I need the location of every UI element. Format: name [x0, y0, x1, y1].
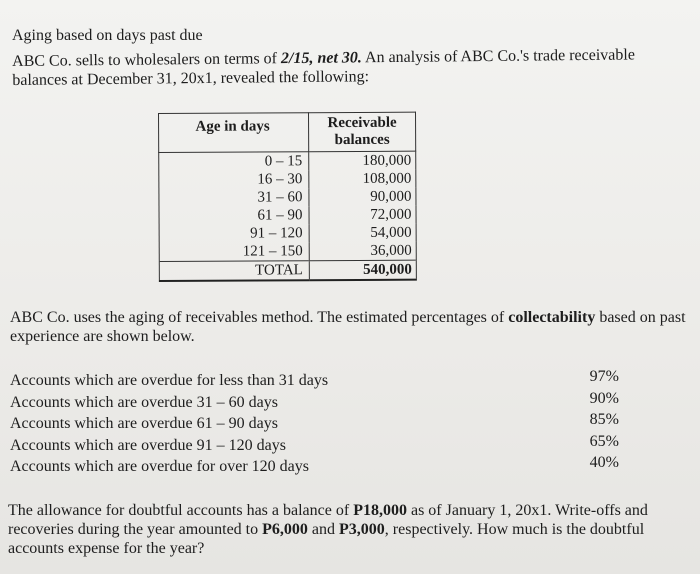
- age-cell: 121 – 150: [159, 242, 309, 261]
- overdue-category: Accounts which are overdue 61 – 90 days: [10, 415, 278, 432]
- overdue-category: Accounts which are overdue 31 – 60 days: [10, 393, 278, 411]
- opening-allowance-amount: P18,000: [353, 502, 407, 519]
- method-text-2: based on past experience are shown below.: [10, 309, 686, 345]
- overdue-category: Accounts which are overdue for less than 31 days: [10, 372, 329, 389]
- list-item: [10, 389, 650, 416]
- intro-text-2: An analysis of ABC Co.'s trade receivable balances at December 31, 20x1, revealed the following:: [12, 46, 635, 89]
- collectability-percent: 85%: [589, 411, 619, 428]
- method-text-1: ABC Co. uses the aging of receivables method. The estimated percentages of: [10, 309, 509, 326]
- table-total-row: [159, 260, 416, 281]
- collectability-percent: 40%: [589, 454, 619, 471]
- balance-cell: 180,000: [309, 151, 416, 170]
- collectability-percent: 90%: [589, 389, 619, 407]
- table-row: [159, 224, 416, 243]
- list-item: [10, 432, 650, 459]
- question-paragraph: [8, 501, 688, 558]
- age-cell: 16 – 30: [159, 170, 309, 189]
- write-offs-amount: P6,000: [262, 521, 308, 538]
- balance-cell: 54,000: [309, 224, 416, 243]
- question-text-2: as of January 1, 20x1. Write-offs and recoveries during the year amounted to: [8, 502, 648, 538]
- header-receivable-balances: Receivable balances: [309, 112, 416, 152]
- age-cell: 31 – 60: [159, 188, 309, 207]
- total-label: TOTAL: [159, 261, 309, 281]
- method-paragraph: [10, 308, 690, 346]
- table-row: [159, 188, 416, 207]
- balance-cell: 90,000: [309, 188, 416, 207]
- overdue-category: Accounts which are overdue for over 120 days: [10, 458, 310, 475]
- list-item: [10, 368, 650, 394]
- intro-paragraph: [12, 45, 672, 90]
- question-text-1: The allowance for doubtful accounts has a balance of: [8, 502, 354, 519]
- age-cell: 91 – 120: [159, 224, 309, 243]
- question-text-4: , respectively. How much is the doubtful accounts expense for the year?: [8, 521, 645, 557]
- balance-cell: 108,000: [309, 170, 416, 189]
- intro-text-1: ABC Co. sells to wholesalers on terms of: [12, 50, 282, 70]
- credit-terms: 2/15, net 30.: [280, 49, 362, 68]
- table-header-row: [159, 112, 416, 152]
- age-cell: 61 – 90: [159, 206, 309, 225]
- collectability-term: collectability: [508, 309, 596, 326]
- header-age-in-days: Age in days: [159, 113, 309, 153]
- age-cell: 0 – 15: [159, 152, 309, 171]
- recoveries-amount: P3,000: [339, 521, 385, 538]
- table-row: [159, 242, 416, 262]
- section-title: Aging based on days past due: [12, 27, 203, 44]
- table-row: [159, 206, 416, 225]
- list-item: [10, 411, 650, 437]
- question-text-3: and: [307, 521, 340, 538]
- collectability-list: [10, 368, 650, 480]
- total-value: 540,000: [309, 260, 416, 280]
- aging-table: [158, 112, 417, 282]
- list-item: [10, 454, 650, 480]
- table-row: [159, 151, 416, 171]
- collectability-percent: 97%: [589, 368, 619, 385]
- balance-cell: 72,000: [309, 206, 416, 225]
- balance-cell: 36,000: [309, 242, 416, 261]
- overdue-category: Accounts which are overdue 91 – 120 days: [10, 436, 286, 454]
- table-row: [159, 170, 416, 189]
- collectability-percent: 65%: [589, 432, 619, 450]
